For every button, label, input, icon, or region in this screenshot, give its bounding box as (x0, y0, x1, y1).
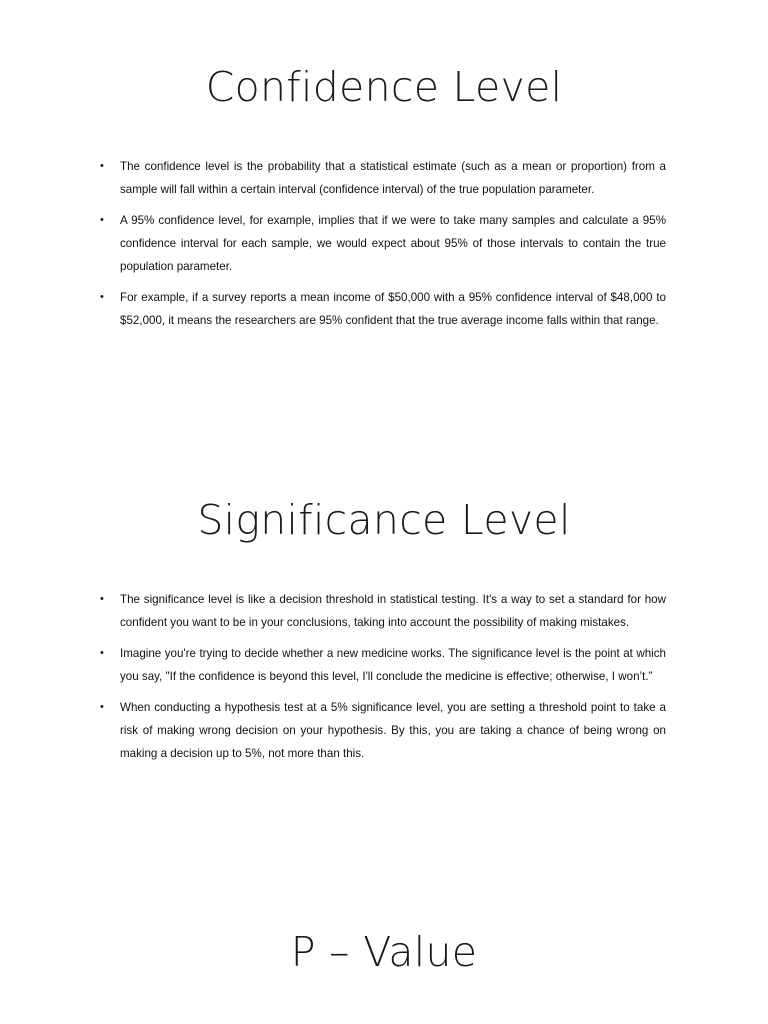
bullet-item (100, 209, 666, 278)
bullet-icon: • (100, 214, 104, 226)
bullet-list (0, 588, 768, 773)
bullet-icon: • (100, 647, 104, 659)
section-heading: Significance Level (197, 496, 571, 544)
section-p-value (0, 930, 768, 975)
bullet-text: For example, if a survey reports a mean income of $50,000 with a 95% confidence interval of $48,000 to $52,000, it means the researchers are 95% confident that the true average income falls within that range. (120, 291, 666, 327)
bullet-icon: • (100, 160, 104, 172)
bullet-text: The significance level is like a decision threshold in statistical testing. It's a way to set a standard for how confident you want to be in your conclusions, taking into account the possibility of making mistakes. (120, 593, 666, 629)
bullet-item (100, 588, 666, 634)
bullet-icon: • (100, 701, 104, 713)
bullet-icon: • (100, 593, 104, 605)
section-confidence-level (0, 63, 768, 327)
section-heading: P – Value (290, 928, 478, 976)
bullet-item (100, 286, 666, 332)
bullet-item (100, 642, 666, 688)
section-heading: Confidence Level (205, 63, 563, 111)
bullet-text: When conducting a hypothesis test at a 5% significance level, you are setting a threshold point to take a risk of making wrong decision on your hypothesis. By this, you are taking a chance of being wrong on making a decision up to 5%, not more than this. (120, 701, 666, 760)
section-significance-level (0, 496, 768, 760)
bullet-text: A 95% confidence level, for example, implies that if we were to take many samples and calculate a 95% confidence interval for each sample, we would expect about 95% of those intervals to contain the true population parameter. (120, 214, 666, 273)
bullet-text: The confidence level is the probability that a statistical estimate (such as a mean or proportion) from a sample will fall within a certain interval (confidence interval) of the true population parameter. (120, 160, 666, 196)
bullet-icon: • (100, 291, 104, 303)
bullet-item (100, 155, 666, 201)
bullet-item (100, 696, 666, 765)
bullet-list (0, 155, 768, 340)
bullet-text: Imagine you're trying to decide whether a new medicine works. The significance level is the point at which you say, "If the confidence is beyond this level, I'll conclude the medicine is effective; otherwise, I won’t.” (120, 647, 666, 683)
